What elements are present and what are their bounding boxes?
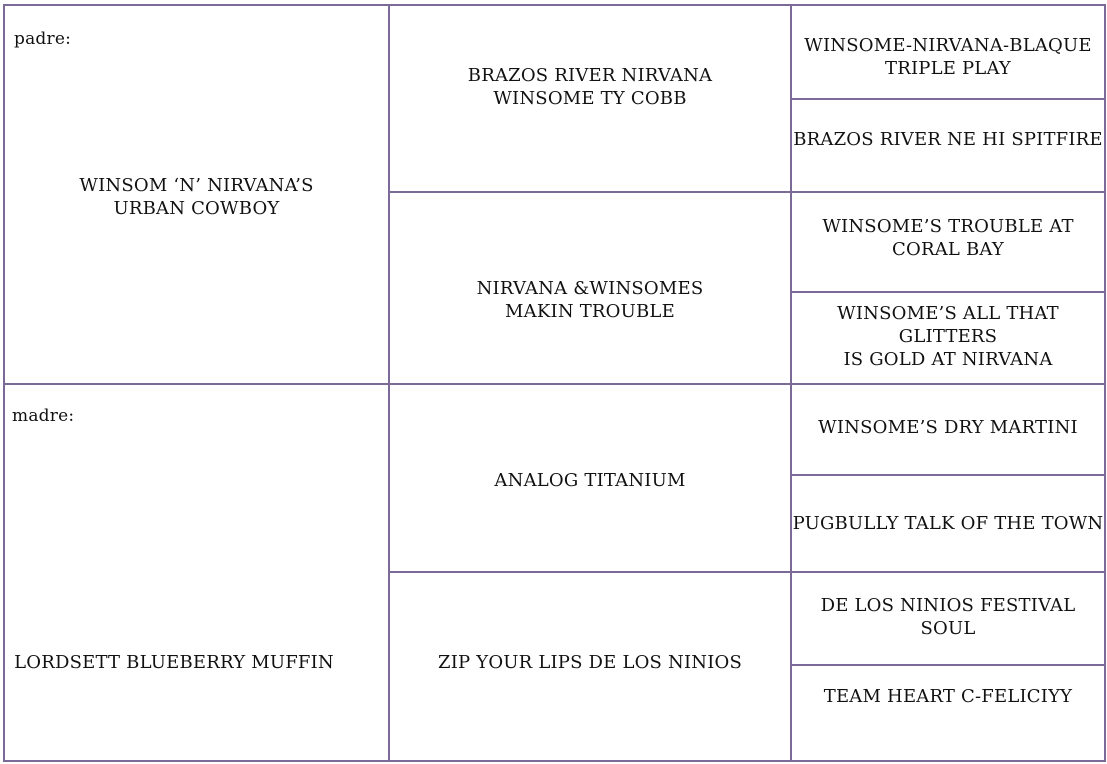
sire-sire-dam-name: BRAZOS RIVER NE HI SPITFIRE (793, 129, 1103, 150)
dam-dam-sire-cell (790, 571, 1106, 666)
dam-label: madre: (12, 406, 75, 426)
dam-sire-cell (388, 383, 792, 573)
sire-dam-name: NIRVANA &WINSOMES MAKIN TROUBLE (476, 278, 704, 322)
dam-dam-dam-cell (790, 664, 1106, 762)
sire-dam-dam-name: WINSOME’S ALL THAT GLITTERS IS GOLD AT NIRVANA (837, 302, 1059, 370)
sire-dam-sire-cell (790, 191, 1106, 293)
sire-dam-sire-name: WINSOME’S TROUBLE AT CORAL BAY (822, 216, 1074, 260)
dam-sire-dam-name: PUGBULLY TALK OF THE TOWN (792, 513, 1104, 534)
sire-name: WINSOM ‘N’ NIRVANA’S URBAN COWBOY (79, 174, 314, 219)
sire-sire-cell (388, 4, 792, 193)
sire-sire-sire-cell (790, 4, 1106, 100)
dam-dam-name: ZIP YOUR LIPS DE LOS NINIOS (437, 652, 743, 673)
sire-sire-name: BRAZOS RIVER NIRVANA WINSOME TY COBB (467, 64, 713, 109)
dam-sire-dam-cell (790, 474, 1106, 573)
sire-dam-cell (388, 191, 792, 385)
sire-dam-dam-cell (790, 291, 1106, 385)
dam-dam-dam-name: TEAM HEART C-FELICIYY (823, 685, 1073, 707)
sire-cell (3, 4, 390, 385)
dam-cell (3, 383, 390, 762)
sire-label: padre: (14, 29, 72, 49)
sire-sire-sire-name: WINSOME-NIRVANA-BLAQUE TRIPLE PLAY (804, 35, 1092, 79)
dam-dam-sire-name: DE LOS NINIOS FESTIVAL SOUL (820, 594, 1076, 639)
dam-name: LORDSETT BLUEBERRY MUFFIN (14, 652, 334, 673)
dam-sire-name: ANALOG TITANIUM (494, 469, 686, 491)
dam-sire-sire-name: WINSOME’S DRY MARTINI (818, 417, 1078, 438)
dam-sire-sire-cell (790, 383, 1106, 476)
dam-dam-cell (388, 571, 792, 762)
sire-sire-dam-cell (790, 98, 1106, 193)
